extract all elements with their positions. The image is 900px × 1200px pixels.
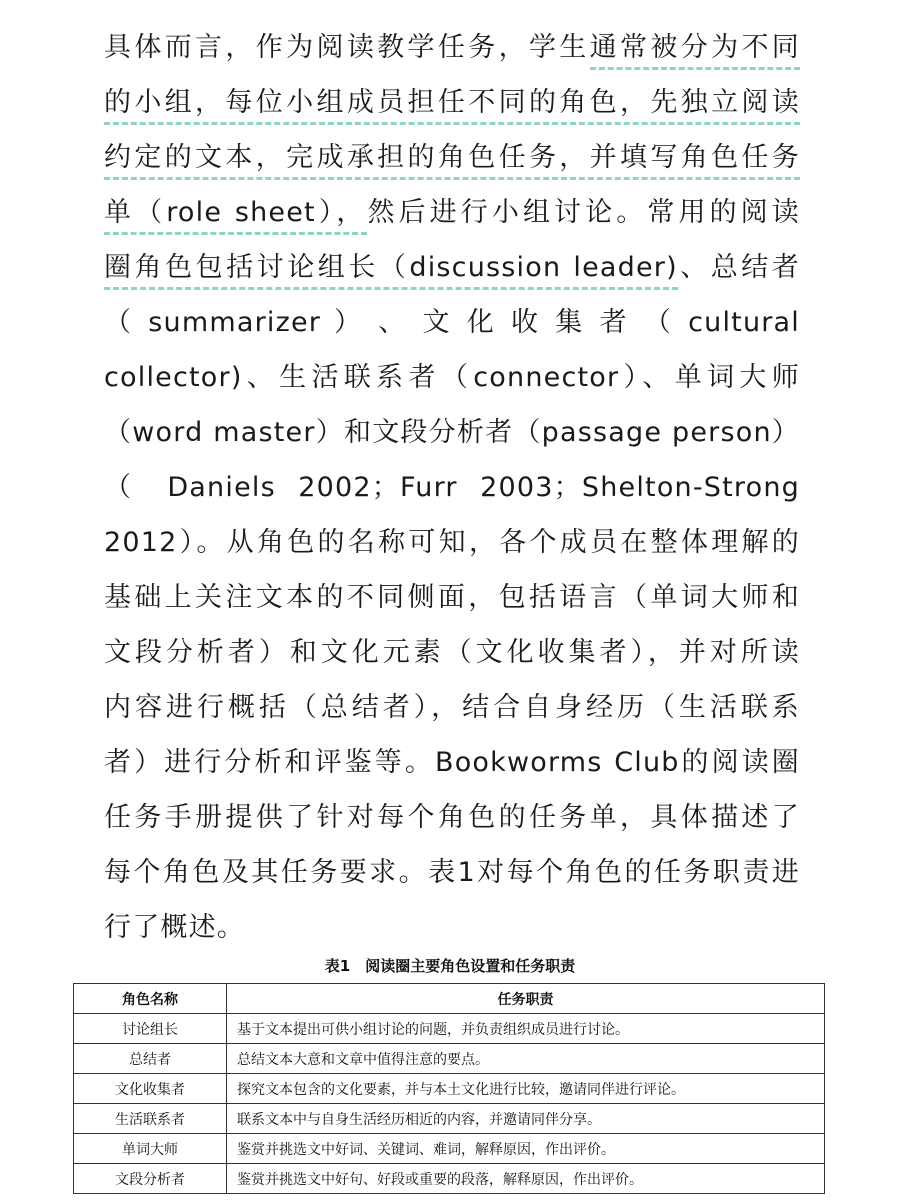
paragraph-line: 单（role sheet），然后进行小组讨论。常用的阅读 <box>104 185 800 240</box>
highlight-underline: 通常被分为不同 <box>590 32 800 70</box>
paragraph-line: 内容进行概括（总结者），结合自身经历（生活联系 <box>104 692 800 723</box>
highlight-underline: 的小组，每位小组成员担任不同的角色，先独立阅读 <box>104 87 800 125</box>
table-row <box>74 1044 825 1074</box>
paragraph-line: collector)、生活联系者（connector）、单词大师 <box>104 362 800 393</box>
role-name-cell: 文段分析者 <box>74 1164 227 1194</box>
header-duty: 任务职责 <box>227 984 825 1014</box>
role-name-cell: 文化收集者 <box>74 1074 227 1104</box>
role-name-cell: 讨论组长 <box>74 1014 227 1044</box>
paragraph-line <box>104 75 800 130</box>
body-paragraph <box>104 20 800 955</box>
roles-table <box>73 983 825 1194</box>
paragraph-line: 圈角色包括讨论组长（discussion leader)、总结者 <box>104 240 800 295</box>
role-duty-cell: 鉴赏并挑选文中好句、好段或重要的段落，解释原因，作出评价。 <box>227 1164 825 1194</box>
role-name-cell: 生活联系者 <box>74 1104 227 1134</box>
table-row <box>74 1134 825 1164</box>
highlight-underline: 约定的文本，完成承担的角色任务，并填写角色任务 <box>104 142 800 180</box>
highlight-underline: 圈角色包括讨论组长（discussion leader) <box>104 252 678 290</box>
table-header-row <box>74 984 825 1014</box>
paragraph-line <box>104 130 800 185</box>
paragraph-line: （ Daniels 2002；Furr 2003；Shelton-Strong <box>104 472 800 503</box>
paragraph-line: （ summarizer ） 、 文 化 收 集 者 （ cultural <box>104 307 800 338</box>
role-duty-cell: 鉴赏并挑选文中好词、关键词、难词，解释原因，作出评价。 <box>227 1134 825 1164</box>
highlight-underline: 单（role sheet）， <box>104 197 367 235</box>
role-duty-cell: 联系文本中与自身生活经历相近的内容，并邀请同伴分享。 <box>227 1104 825 1134</box>
paragraph-line: 基础上关注文本的不同侧面，包括语言（单词大师和 <box>104 582 800 613</box>
role-duty-cell: 探究文本包含的文化要素，并与本土文化进行比较，邀请同伴进行评论。 <box>227 1074 825 1104</box>
paragraph-line: 2012）。从角色的名称可知，各个成员在整体理解的 <box>104 527 800 558</box>
table-row <box>74 1164 825 1194</box>
role-name-cell: 单词大师 <box>74 1134 227 1164</box>
paragraph-line: 任务手册提供了针对每个角色的任务单，具体描述了 <box>104 802 800 833</box>
role-duty-cell: 基于文本提出可供小组讨论的问题，并负责组织成员进行讨论。 <box>227 1014 825 1044</box>
table-caption: 表1 阅读圈主要角色设置和任务职责 <box>324 957 576 975</box>
paragraph-line: 具体而言，作为阅读教学任务，学生通常被分为不同 <box>104 20 800 75</box>
table-row <box>74 1104 825 1134</box>
paragraph-line: 行了概述。 <box>104 912 245 943</box>
table-row <box>74 1074 825 1104</box>
role-name-cell: 总结者 <box>74 1044 227 1074</box>
paragraph-line: 每个角色及其任务要求。表1对每个角色的任务职责进 <box>104 857 800 888</box>
paragraph-line: 文段分析者）和文化元素（文化收集者），并对所读 <box>104 637 800 668</box>
paragraph-line: （word master）和文段分析者（passage person） <box>104 417 800 448</box>
table-row <box>74 1014 825 1044</box>
paragraph-line: 者）进行分析和评鉴等。Bookworms Club的阅读圈 <box>104 747 800 778</box>
header-role-name: 角色名称 <box>74 984 227 1014</box>
role-duty-cell: 总结文本大意和文章中值得注意的要点。 <box>227 1044 825 1074</box>
